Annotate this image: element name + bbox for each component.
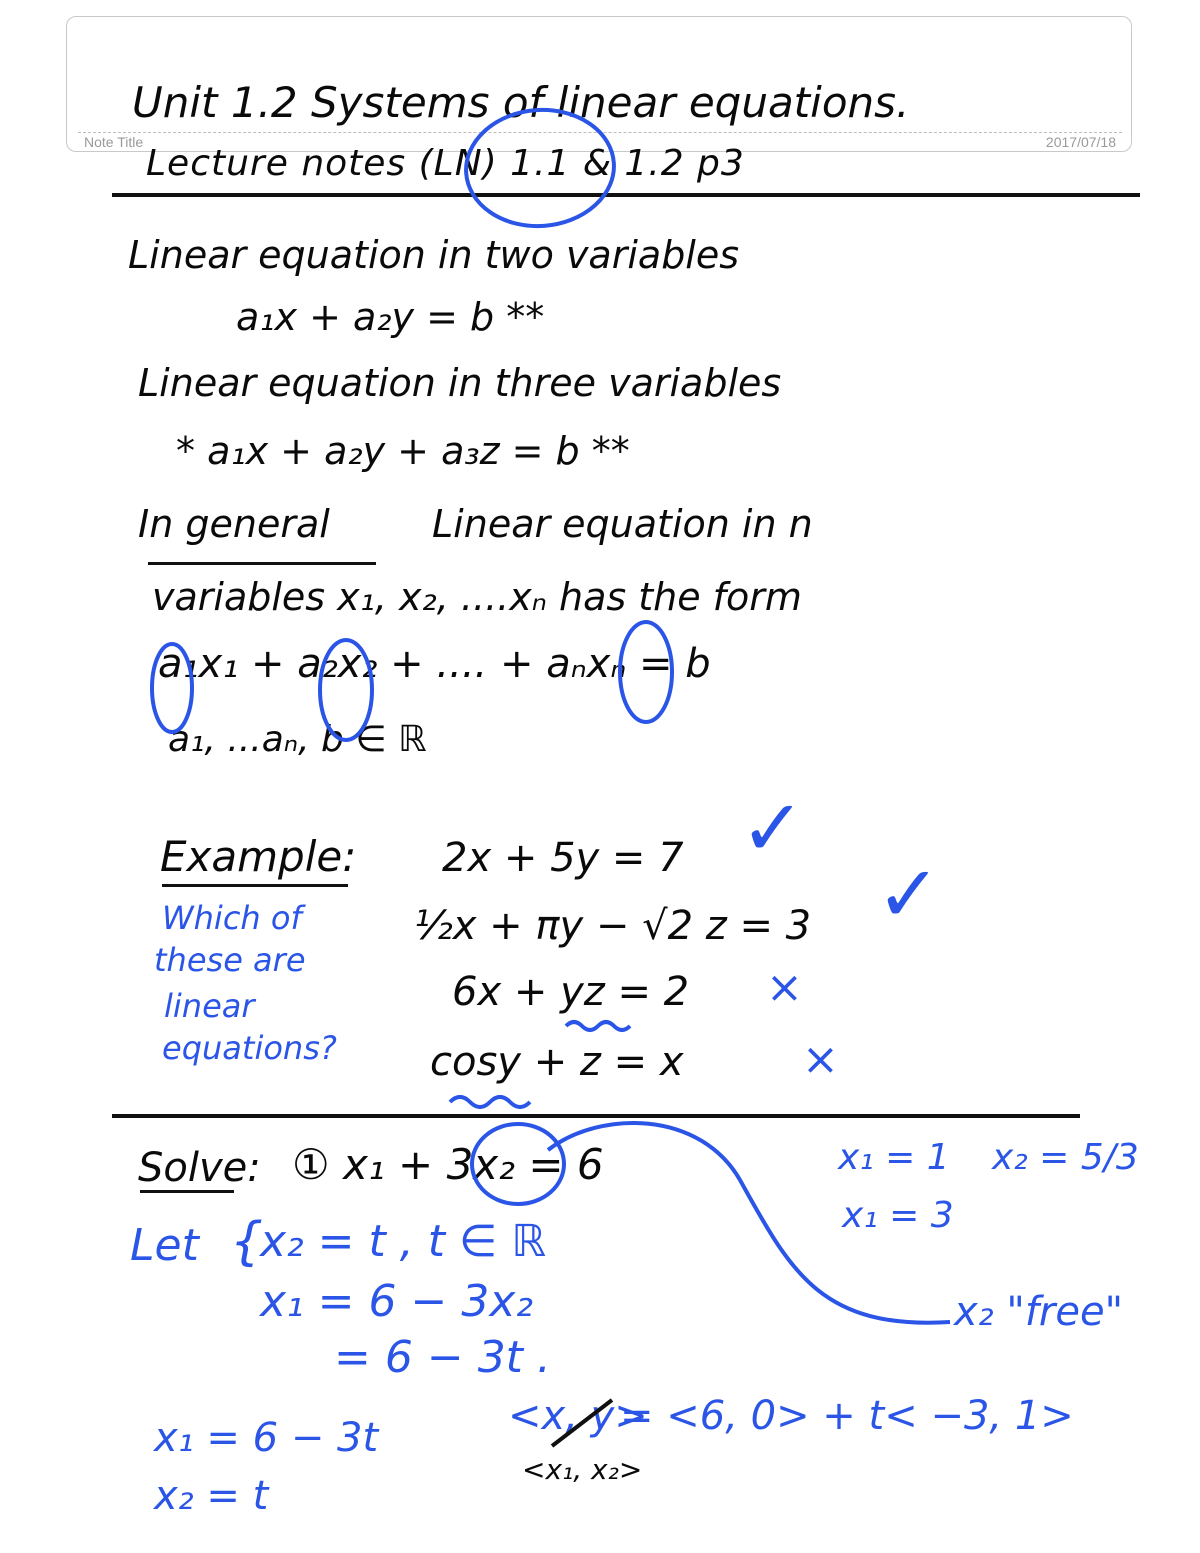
title-rule <box>112 193 1140 197</box>
system-line-3: = 6 − 3t . <box>334 1332 551 1383</box>
eq-three-vars: * a₁x + a₂y + a₃z = b ** <box>176 429 630 473</box>
yz-squiggle <box>566 1022 630 1030</box>
eq-two-vars: a₁x + a₂y = b ** <box>236 295 545 339</box>
let-label: Let <box>130 1220 199 1271</box>
cross-icon: × <box>766 962 803 1013</box>
coefficients-line: a₁, ...aₙ, b ∈ ℝ <box>168 719 427 760</box>
solve-equation: ① x₁ + 3x₂ = 6 <box>292 1140 604 1189</box>
system-line-1: x₂ = t , t ∈ ℝ <box>260 1216 547 1267</box>
note-title-label: Note Title <box>84 134 144 150</box>
unit-title: Unit 1.2 Systems of linear equations. <box>132 78 910 127</box>
question-line-4: equations? <box>162 1029 337 1067</box>
checkmark-icon: ✓ <box>876 850 942 940</box>
question-line-2: these are <box>154 941 306 979</box>
general-equation: a₁x₁ + a₂x₂ + .... + aₙxₙ = b <box>158 641 711 687</box>
cos-squiggle <box>450 1097 530 1107</box>
example-label: Example: <box>160 832 357 881</box>
linear-two-vars-heading: Linear equation in two variables <box>128 233 740 277</box>
example-underline <box>162 884 348 887</box>
lecture-notes-line: Lecture notes (LN) 1.1 & 1.2 p3 <box>146 143 745 184</box>
linear-three-vars-heading: Linear equation in three variables <box>138 361 782 405</box>
in-general-label: In general <box>138 502 330 546</box>
vector-form: = <6, 0> + t< −3, 1> <box>620 1393 1074 1439</box>
solution-line-1: x₁ = 6 − 3t <box>154 1415 379 1461</box>
side-note-2: x₂ = 5/3 <box>992 1137 1139 1178</box>
free-variable-note: x₂ "free" <box>954 1289 1123 1335</box>
example-eq-2: ½x + πy − √2 z = 3 <box>414 903 812 949</box>
example-eq-4: cosy + z = x <box>430 1039 684 1085</box>
question-line-3: linear <box>164 987 255 1025</box>
vector-old-notation: <x, y> <box>508 1393 648 1439</box>
in-general-underline <box>148 562 376 565</box>
vector-replacement: <x₁, x₂> <box>522 1453 643 1486</box>
example-rule <box>112 1114 1080 1118</box>
note-date: 2017/07/18 <box>1045 134 1116 150</box>
side-note-3: x₁ = 3 <box>842 1195 954 1236</box>
solution-line-2: x₂ = t <box>154 1473 269 1519</box>
solve-underline <box>140 1190 234 1193</box>
variables-line: variables x₁, x₂, ....xₙ has the form <box>152 575 802 619</box>
side-note-1: x₁ = 1 <box>838 1137 950 1178</box>
example-eq-1: 2x + 5y = 7 <box>442 835 684 881</box>
general-heading-rest: Linear equation in n <box>432 502 813 546</box>
checkmark-icon: ✓ <box>740 784 806 874</box>
solve-label: Solve: <box>138 1145 261 1191</box>
question-line-1: Which of <box>162 899 302 937</box>
header-divider <box>78 132 1122 133</box>
system-line-2: x₁ = 6 − 3x₂ <box>260 1276 534 1327</box>
cross-icon: × <box>802 1034 839 1085</box>
system-brace-icon: { <box>230 1212 264 1272</box>
example-eq-3: 6x + yz = 2 <box>452 969 690 1015</box>
